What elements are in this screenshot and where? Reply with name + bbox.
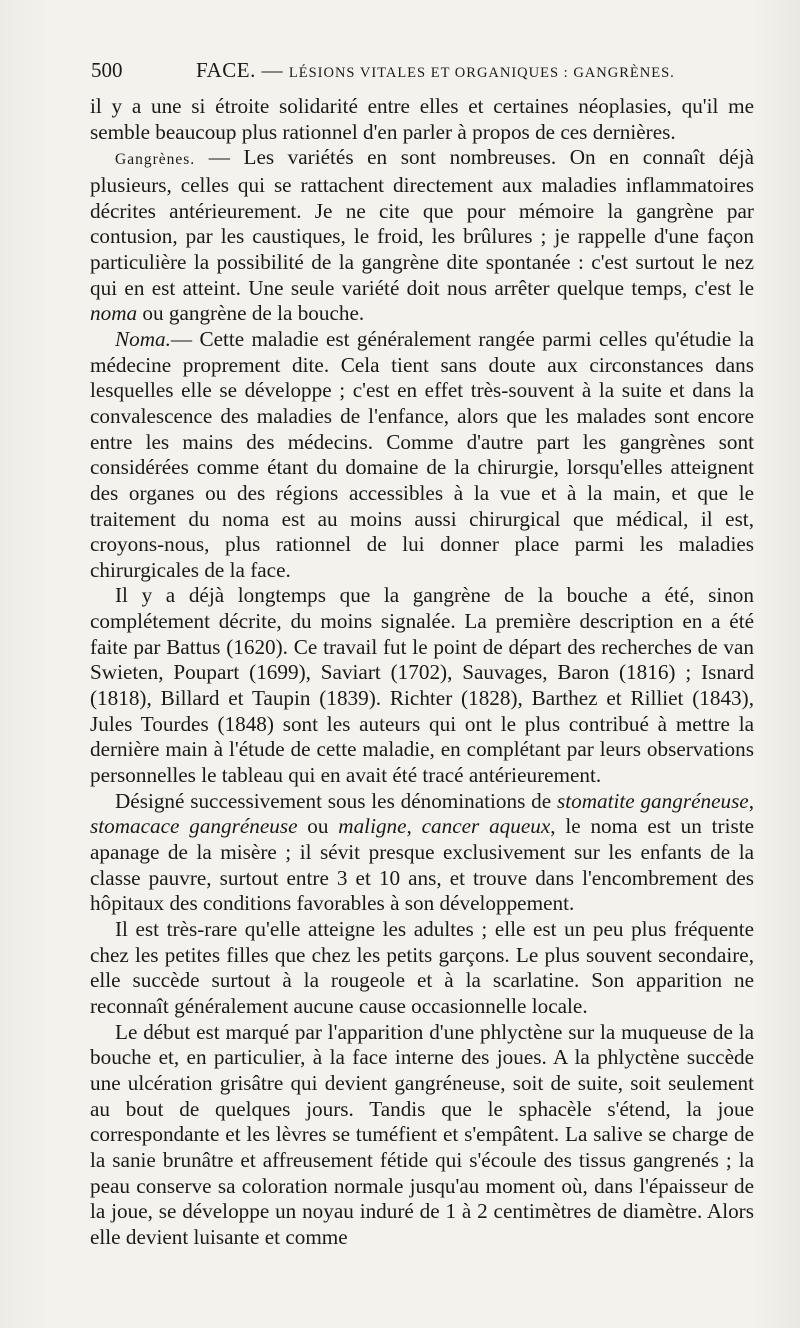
- section-lead-noma: Noma.: [115, 326, 171, 351]
- paragraph-text: Il y a déjà longtemps que la gangrène de la bouche a été, sinon complétement décrite, du moins signalée. La première description en a été faite par Battus (1620). Ce travail fut le point de départ des recherches de van Swieten, Poupart (1699), Saviart (1702), Sauvages, Baron (1816) ; Isnard (1818), Billard et Taupin (1839). Richter (1828), Barthez et Rilliet (1843), Jules Tourdes (1848) sont les auteurs qui ont le plus contribué à mettre la dernière main à l'étude de cette maladie, en complétant par leurs observations personnelles le tableau qui en avait été tracé antérieurement.: [90, 583, 754, 788]
- paragraph-text: ou: [297, 814, 339, 839]
- paragraph-text: ou gangrène de la bouche.: [137, 301, 365, 326]
- paragraph-text: ,: [406, 814, 422, 839]
- running-header: [91, 58, 754, 88]
- page-number: 500: [91, 58, 123, 82]
- paragraph-text: — Cette maladie est généralement rangée parmi celles qu'étudie la médecine proprement dite. Cela tient sans doute aux circonstances dans lesquelles elle se développe ; c'est en effet très-souvent à la suite et dans la convalescence des maladies de l'enfance, alors que les malades sont encore entre les mains des médecins. Comme d'autre part les gangrènes sont considérées comme étant du domaine de la chirurgie, lorsqu'elles atteignent des organes ou des régions accessibles à la vue et à la main, et que le traitement du noma est au moins aussi chirurgical que médical, il est, croyons-nous, plus rationnel de lui donner place parmi les maladies chirurgicales de la face.: [90, 326, 754, 582]
- italic-term: cancer aqueux: [421, 814, 551, 839]
- italic-term: maligne: [338, 814, 407, 839]
- paragraph-text: il y a une si étroite solidarité entre elles et certaines néoplasies, qu'il me semble beaucoup plus rationnel d'en parler à propos de ces dernières.: [90, 94, 754, 144]
- paragraph-text: ,: [748, 788, 755, 813]
- running-title: [196, 58, 675, 83]
- paragraph-history: [90, 583, 754, 788]
- header-dash: —: [255, 58, 289, 82]
- italic-term: noma: [90, 301, 138, 326]
- paragraph-text: Il est très-rare qu'elle atteigne les adultes ; elle est un peu plus fréquente chez les petites filles que chez les petits garçons. Le plus souvent secondaire, elle succède surtout à la rougeole et à la scarlatine. Son apparition ne reconnaît généralement aucune cause occasionnelle locale.: [90, 917, 754, 1018]
- paragraph-text: Désigné successivement sous les dénominations de: [115, 788, 557, 813]
- paragraph-text: — Les variétés en sont nombreuses. On en connaît déjà plusieurs, celles qui se rattachent directement aux maladies inflammatoires décrites antérieurement. Je ne cite que pour mémoire la gangrène par contusion, par les caustiques, le froid, les brûlures ; je rappelle d'une façon particulière la possibilité de la gangrène dite spontanée : c'est surtout le nez qui en est atteint. Une seule variété doit nous arrêter quelque temps, c'est le: [90, 145, 754, 300]
- section-lead-gangrenes: Gangrènes.: [115, 151, 196, 169]
- paragraph-continuation: [90, 94, 754, 145]
- paragraph-denominations: [90, 789, 754, 917]
- paragraph-text: , le noma est un triste apanage de la misère ; il sévit presque exclusivement sur les enfants de la classe pauvre, surtout entre 3 et 10 ans, et trouve dans l'encombrement des hôpitaux des conditions favorables à son développement.: [90, 814, 754, 916]
- paragraph-gangrenes: [90, 145, 754, 327]
- header-face: FACE.: [196, 58, 256, 82]
- paragraph-noma: [90, 327, 754, 584]
- paragraph-text: Le début est marqué par l'apparition d'une phlyctène sur la muqueuse de la bouche et, en particulier, à la face interne des joues. A la phlyctène succède une ulcération grisâtre qui devient gangréneuse, soit de suite, soit seulement au bout de quelques jours. Tandis que le sphacèle s'étend, la joue correspondante et les lèvres se tuméfient et s'empâtent. La salive se charge de la sanie brunâtre et affreusement fétide qui s'écoule des tissus gangrenés ; la peau conserve sa coloration normale jusqu'au moment où, dans l'épaisseur de la joue, se développe un noyau induré de 1 à 2 centimètres de diamètre. Alors elle devient luisante et comme: [90, 1019, 754, 1249]
- paragraph-adults: [90, 917, 754, 1020]
- italic-term: stomacace gangréneuse: [90, 814, 298, 839]
- italic-term: stomatite gangréneuse: [556, 788, 749, 813]
- page-body: [90, 94, 754, 1251]
- header-section: LÉSIONS VITALES ET ORGANIQUES : GANGRÈNES.: [288, 65, 675, 81]
- paragraph-onset: [90, 1020, 754, 1251]
